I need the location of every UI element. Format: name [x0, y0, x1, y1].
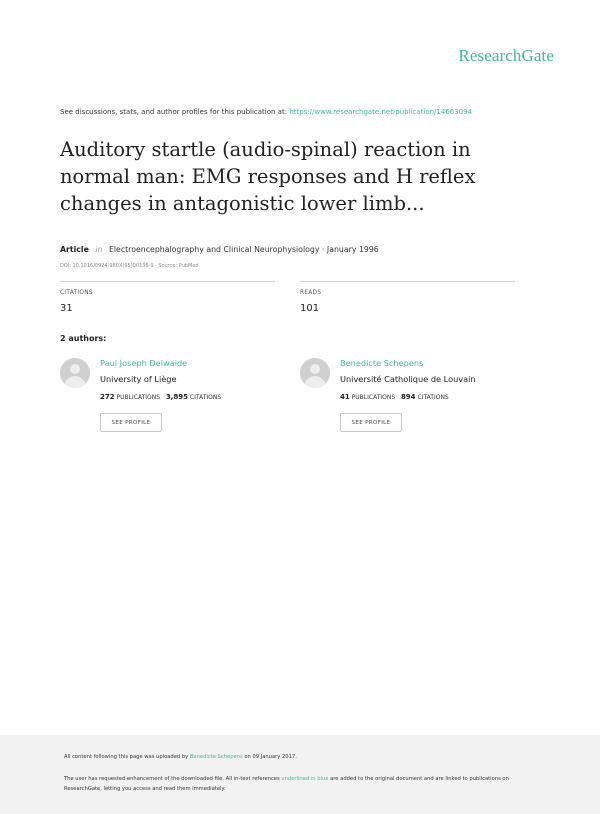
author-name[interactable]: Benedicte Schepens: [340, 358, 424, 368]
publication-title: Auditory startle (audio-spinal) reaction in normal man: EMG responses and H reflex changes in antagonistic lower limb...: [60, 138, 476, 215]
notice-prefix: The user has requested enhancement of the downloaded file. All in-text references: [64, 776, 280, 782]
author-stats: [100, 393, 221, 401]
upload-notice: [64, 754, 297, 760]
notice-suffix: are added to the original document and are linked to publications on ResearchGate, letting you access and read them immediately.: [64, 776, 509, 792]
author-name[interactable]: Paul Joseph Delwaide: [100, 358, 188, 368]
footer: [0, 735, 600, 814]
discussion-line: [60, 108, 472, 116]
author-publications-count: 272: [100, 393, 115, 401]
author-citations-count: 3,895: [165, 393, 188, 401]
authors-heading: 2 authors:: [60, 334, 107, 343]
publication-meta: [60, 245, 379, 254]
author-citations-label: CITATIONS: [417, 394, 449, 401]
researchgate-logo[interactable]: ResearchGate: [458, 46, 554, 65]
author-publications-count: 41: [340, 393, 350, 401]
upload-suffix: on 09 January 2017.: [244, 754, 297, 760]
in-label: in: [95, 245, 103, 254]
uploader-link[interactable]: Benedicte Schepens: [189, 754, 243, 760]
citations-label: CITATIONS: [60, 290, 93, 296]
author-institution: Université Catholique de Louvain: [340, 374, 476, 384]
author-institution: University of Liège: [100, 374, 177, 384]
author-citations-label: CITATIONS: [189, 394, 222, 401]
underlined-link[interactable]: underlined in blue: [281, 776, 329, 782]
author-citations-count: 894: [400, 393, 416, 401]
default-user-avatar-icon[interactable]: [60, 358, 90, 388]
doi-source: DOI: 10.1016/0924-980X(95)00136-9 · Source: PubMed: [60, 263, 199, 269]
reads-value: 101: [300, 303, 320, 314]
enhancement-notice: [64, 774, 544, 794]
publication-link[interactable]: https://www.researchgate.net/publication/14663094: [289, 108, 473, 116]
citations-value: 31: [60, 303, 73, 314]
publication-venue: Electroencephalography and Clinical Neurophysiology · January 1996: [108, 245, 379, 254]
see-profile-button[interactable]: SEE PROFILE: [100, 413, 162, 432]
author-stats: [340, 393, 449, 401]
author-publications-label: PUBLICATIONS: [351, 394, 396, 401]
discussion-prefix: See discussions, stats, and author profiles for this publication at:: [60, 108, 288, 116]
publication-kind: Article: [60, 245, 89, 254]
author-publications-label: PUBLICATIONS: [116, 394, 161, 401]
reads-stat: [300, 281, 515, 314]
default-user-avatar-icon[interactable]: [300, 358, 330, 388]
reads-label: READS: [300, 290, 322, 296]
see-profile-button[interactable]: SEE PROFILE: [340, 413, 402, 432]
upload-prefix: All content following this page was uploaded by: [64, 754, 189, 760]
citations-stat: [60, 281, 275, 314]
